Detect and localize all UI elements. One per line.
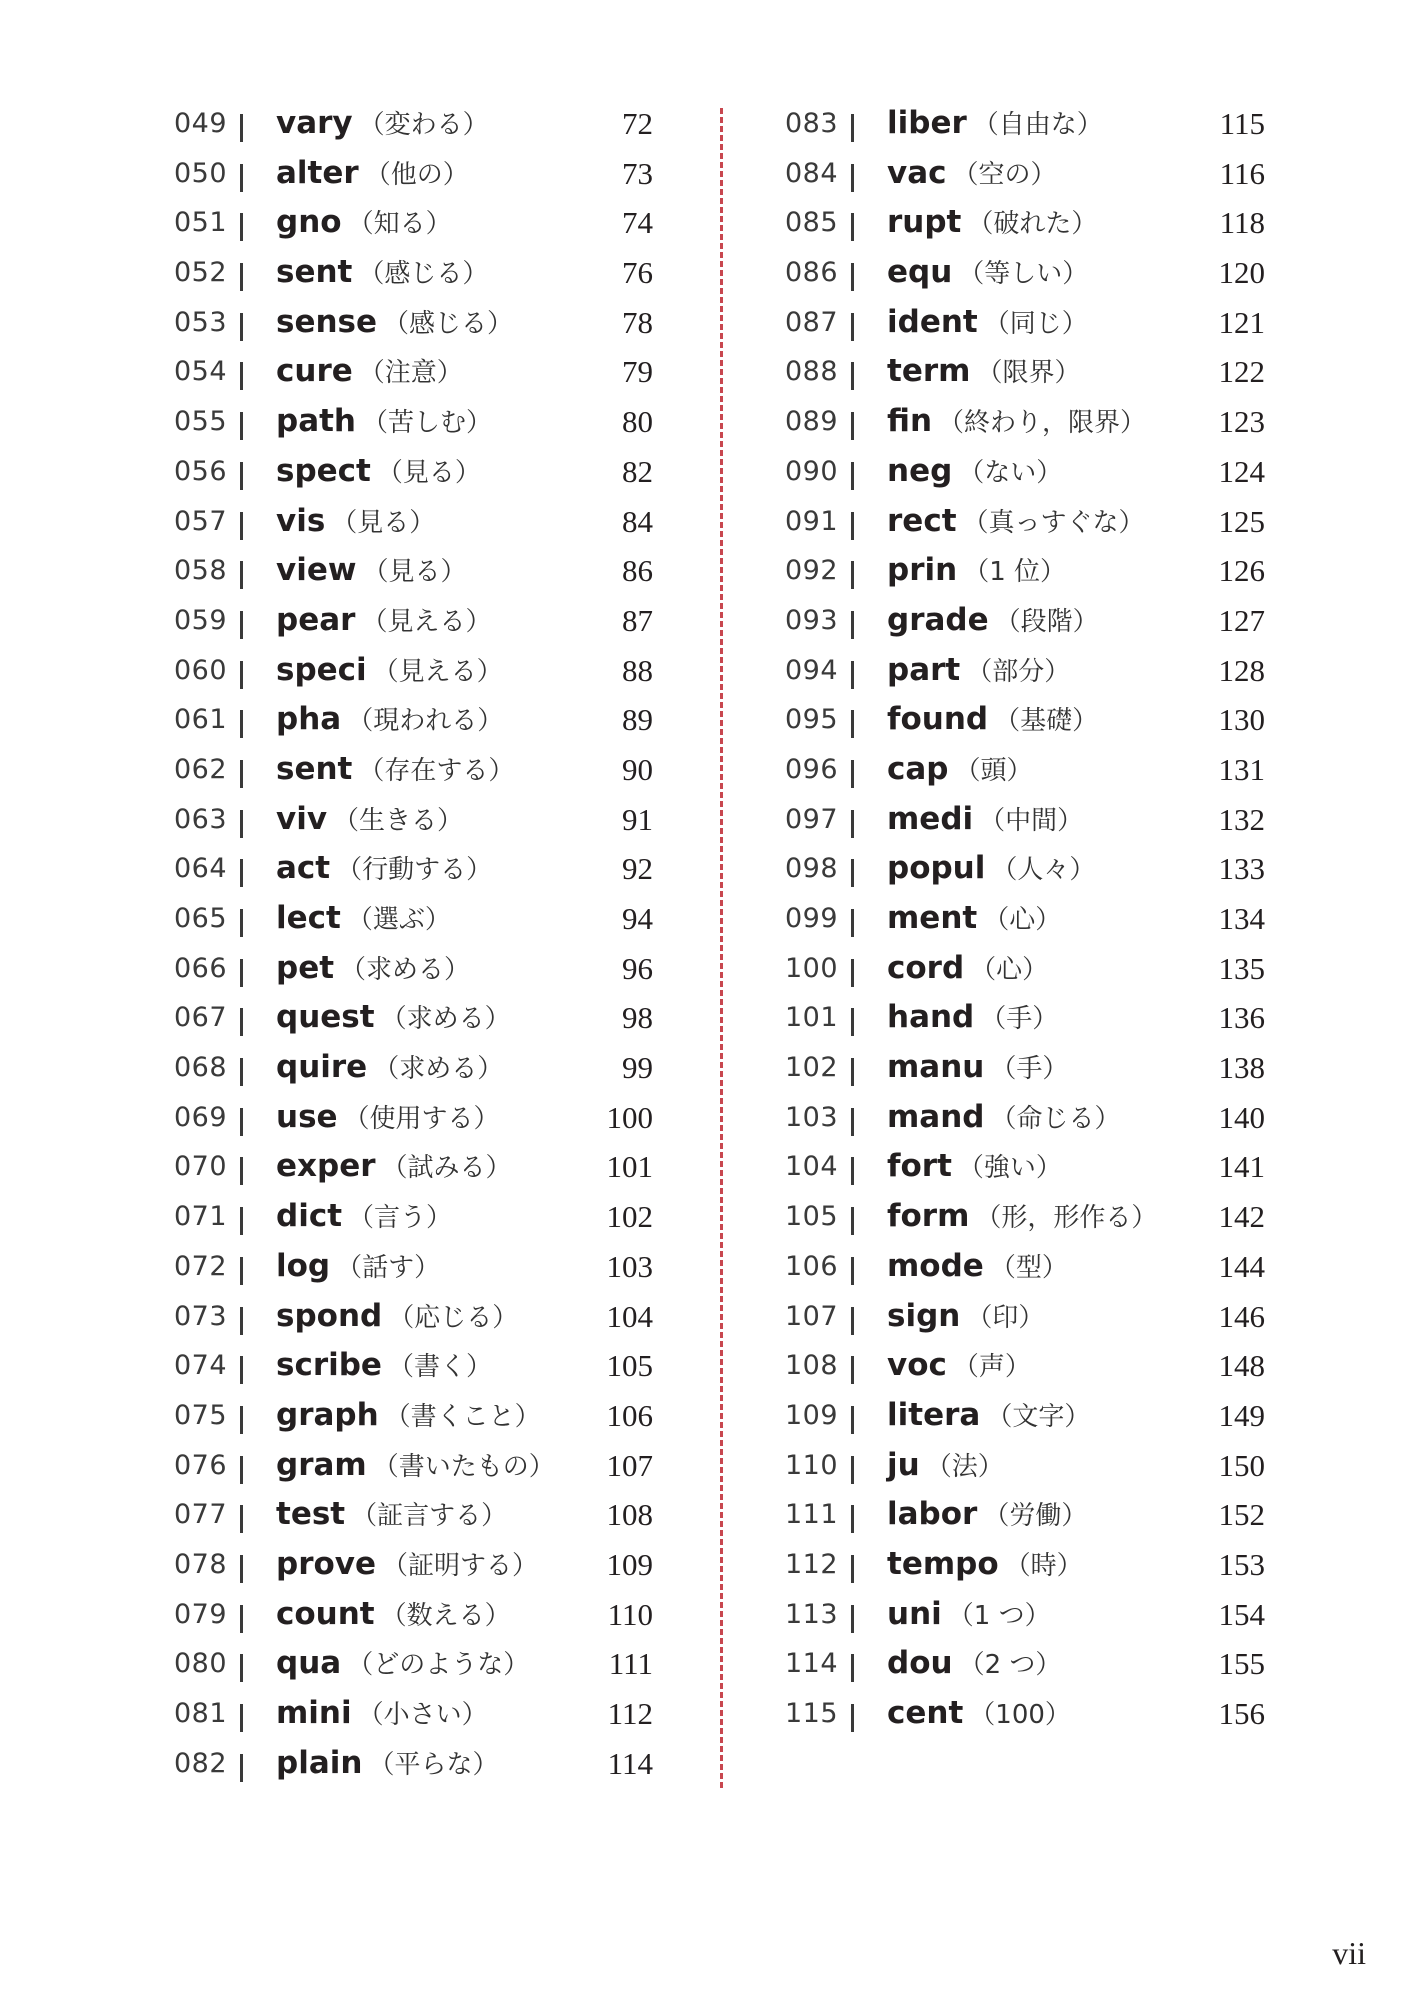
root-meaning: （人々） xyxy=(991,855,1096,886)
root-word: prin xyxy=(887,552,958,589)
root-meaning: （見る） xyxy=(376,457,481,488)
root-meaning: （時） xyxy=(1004,1550,1083,1581)
root-word: scribe xyxy=(276,1347,382,1384)
entry-number: 065 xyxy=(174,903,228,934)
root-meaning: （知る） xyxy=(347,209,452,240)
entry-page-number: 144 xyxy=(1218,1248,1265,1284)
entry-page-number: 150 xyxy=(1218,1447,1265,1483)
root-word: equ xyxy=(887,254,953,291)
root-word: part xyxy=(887,651,961,688)
entry-number: 097 xyxy=(785,803,839,835)
entry-number: 067 xyxy=(174,1002,228,1034)
entry-page-number: 114 xyxy=(607,1745,653,1781)
entry-page-number: 142 xyxy=(1218,1199,1265,1235)
entry-number: 083 xyxy=(785,108,839,139)
root-meaning: （限界） xyxy=(976,358,1081,389)
entry-number: 063 xyxy=(174,803,228,835)
root-word: voc xyxy=(887,1347,947,1384)
root-meaning: （命じる） xyxy=(990,1103,1121,1134)
entry-page-number: 125 xyxy=(1218,503,1265,539)
root-meaning: （話す） xyxy=(336,1252,441,1283)
root-meaning: （注意） xyxy=(358,358,463,389)
root-word: act xyxy=(276,850,331,887)
root-meaning: （形，形作る） xyxy=(975,1203,1158,1234)
root-word: viv xyxy=(276,800,328,837)
entry-number: 089 xyxy=(785,406,839,438)
entry-page-number: 141 xyxy=(1218,1149,1265,1185)
entry-number: 066 xyxy=(174,952,228,984)
entry-page-number: 80 xyxy=(622,404,653,440)
entry-page-number: 76 xyxy=(622,255,653,291)
entry-number: 104 xyxy=(785,1151,839,1183)
root-meaning: （同じ） xyxy=(983,308,1088,339)
entry-number: 053 xyxy=(174,306,228,338)
root-word: sign xyxy=(887,1297,961,1334)
entry-number: 058 xyxy=(174,555,228,587)
root-meaning: （型） xyxy=(989,1252,1068,1283)
entry-number: 062 xyxy=(174,753,228,785)
root-meaning: （真っすぐな） xyxy=(962,507,1145,538)
root-meaning: （自由な） xyxy=(972,110,1103,140)
root-word: dict xyxy=(276,1198,343,1235)
root-meaning: （他の） xyxy=(364,159,469,190)
entry-number: 051 xyxy=(174,207,228,239)
entry-page-number: 110 xyxy=(607,1596,653,1632)
entry-number: 103 xyxy=(785,1101,839,1133)
entry-page-number: 92 xyxy=(622,851,653,887)
root-word: mini xyxy=(276,1695,352,1731)
root-meaning: （手） xyxy=(990,1054,1069,1085)
entry-number: 087 xyxy=(785,306,839,338)
root-word: spect xyxy=(276,452,371,489)
root-word: ident xyxy=(887,303,978,340)
root-meaning: （基礎） xyxy=(994,706,1099,737)
entry-number: 054 xyxy=(174,356,228,388)
root-word: found xyxy=(887,701,989,738)
root-meaning: （空の） xyxy=(952,159,1057,190)
root-word: use xyxy=(276,1098,338,1135)
root-meaning: （法） xyxy=(925,1451,1004,1482)
root-meaning: （1 位） xyxy=(963,557,1066,588)
root-word: quire xyxy=(276,1049,368,1086)
entry-page-number: 136 xyxy=(1218,1000,1265,1036)
root-word: prove xyxy=(276,1545,377,1582)
entry-page-number: 90 xyxy=(622,751,653,787)
root-meaning: （言う） xyxy=(348,1203,453,1234)
entry-page-number: 135 xyxy=(1218,950,1265,986)
entry-number: 073 xyxy=(174,1300,228,1332)
root-meaning: （見る） xyxy=(331,507,436,538)
entry-page-number: 86 xyxy=(622,553,653,589)
root-meaning: （2 つ） xyxy=(958,1650,1062,1681)
root-meaning: （印） xyxy=(966,1302,1045,1333)
entry-page-number: 115 xyxy=(1219,106,1265,141)
entry-number: 081 xyxy=(174,1698,228,1729)
entry-page-number: 73 xyxy=(622,155,653,191)
entry-number: 064 xyxy=(174,853,228,885)
root-meaning: （使用する） xyxy=(343,1103,500,1134)
root-word: speci xyxy=(276,651,367,688)
entry-number: 099 xyxy=(785,903,839,934)
entry-page-number: 146 xyxy=(1218,1298,1265,1334)
root-word: lect xyxy=(276,900,341,936)
root-meaning: （1 つ） xyxy=(947,1600,1051,1631)
entry-page-number: 104 xyxy=(606,1298,653,1334)
root-word: fort xyxy=(887,1148,952,1185)
root-word: cord xyxy=(887,949,965,986)
entry-page-number: 78 xyxy=(622,304,653,340)
root-meaning: （労働） xyxy=(983,1501,1088,1532)
root-meaning: （変わる） xyxy=(358,110,489,140)
entry-number: 078 xyxy=(174,1548,228,1580)
entry-page-number: 153 xyxy=(1218,1546,1265,1582)
root-word: count xyxy=(276,1595,375,1632)
root-meaning: （書くこと） xyxy=(384,1401,541,1432)
root-word: cent xyxy=(887,1695,964,1731)
entry-page-number: 120 xyxy=(1218,255,1265,291)
entry-page-number: 134 xyxy=(1218,901,1265,936)
entry-page-number: 140 xyxy=(1218,1099,1265,1135)
root-word: form xyxy=(887,1198,970,1235)
entry-page-number: 100 xyxy=(606,1099,653,1135)
entry-page-number: 112 xyxy=(607,1696,653,1731)
entry-number: 079 xyxy=(174,1598,228,1630)
entry-number: 049 xyxy=(174,108,228,139)
entry-number: 085 xyxy=(785,207,839,239)
entry-number: 113 xyxy=(785,1598,839,1630)
root-word: path xyxy=(276,403,356,440)
entry-number: 061 xyxy=(174,704,228,736)
entry-page-number: 72 xyxy=(622,106,653,141)
root-meaning: （部分） xyxy=(966,656,1071,687)
root-word: exper xyxy=(276,1148,376,1185)
root-meaning: （声） xyxy=(952,1352,1031,1383)
root-meaning: （段階） xyxy=(994,606,1099,637)
entry-number: 071 xyxy=(174,1201,228,1233)
root-meaning: （試みる） xyxy=(381,1153,512,1184)
entry-number: 074 xyxy=(174,1350,228,1382)
root-word: rupt xyxy=(887,204,962,241)
entry-number: 075 xyxy=(174,1399,228,1431)
root-word: vary xyxy=(276,105,353,141)
entry-number: 076 xyxy=(174,1449,228,1481)
root-meaning: （証明する） xyxy=(382,1550,539,1581)
root-word: alter xyxy=(276,154,359,191)
page-folio: vii xyxy=(1332,1935,1366,1971)
entry-number: 077 xyxy=(174,1499,228,1531)
column-divider xyxy=(720,108,723,1788)
entry-page-number: 118 xyxy=(1219,205,1265,241)
entry-number: 108 xyxy=(785,1350,839,1382)
root-word: quest xyxy=(276,999,375,1036)
entry-page-number: 87 xyxy=(622,602,653,638)
entry-page-number: 152 xyxy=(1218,1497,1265,1533)
root-meaning: （破れた） xyxy=(967,209,1098,240)
entry-page-number: 156 xyxy=(1218,1696,1265,1731)
entry-page-number: 121 xyxy=(1218,304,1265,340)
entry-page-number: 106 xyxy=(606,1397,653,1433)
entry-number: 105 xyxy=(785,1201,839,1233)
entry-number: 057 xyxy=(174,505,228,537)
entry-number: 069 xyxy=(174,1101,228,1133)
root-word: log xyxy=(276,1247,331,1284)
entry-number: 084 xyxy=(785,157,839,189)
root-word: gram xyxy=(276,1446,367,1483)
root-meaning: （どのような） xyxy=(347,1650,530,1681)
entry-number: 068 xyxy=(174,1052,228,1084)
entry-page-number: 116 xyxy=(1219,155,1265,191)
root-meaning: （行動する） xyxy=(336,855,493,886)
root-word: dou xyxy=(887,1645,953,1682)
root-word: uni xyxy=(887,1595,942,1632)
entry-number: 052 xyxy=(174,257,228,289)
root-meaning: （心） xyxy=(983,905,1062,935)
root-word: pet xyxy=(276,949,335,986)
root-word: cure xyxy=(276,353,353,390)
root-meaning: （書く） xyxy=(387,1352,492,1383)
entry-page-number: 96 xyxy=(622,950,653,986)
root-word: popul xyxy=(887,850,986,887)
root-meaning: （感じる） xyxy=(383,308,514,339)
root-meaning: （見る） xyxy=(362,557,467,588)
root-meaning: （等しい） xyxy=(958,259,1089,290)
entry-page-number: 89 xyxy=(622,702,653,738)
root-word: view xyxy=(276,552,357,589)
entry-number: 101 xyxy=(785,1002,839,1034)
entry-number: 050 xyxy=(174,157,228,189)
entry-number: 100 xyxy=(785,952,839,984)
entry-number: 086 xyxy=(785,257,839,289)
entry-number: 115 xyxy=(785,1698,839,1729)
root-meaning: （求める） xyxy=(373,1054,504,1085)
root-meaning: （心） xyxy=(970,954,1049,985)
entry-number: 082 xyxy=(174,1747,228,1779)
root-word: rect xyxy=(887,502,957,539)
root-word: pear xyxy=(276,601,356,638)
entry-page-number: 149 xyxy=(1218,1397,1265,1433)
root-meaning: （現われる） xyxy=(347,706,504,737)
entry-page-number: 105 xyxy=(606,1348,653,1384)
root-word: tempo xyxy=(887,1545,999,1582)
root-meaning: （感じる） xyxy=(358,259,489,290)
entry-number: 093 xyxy=(785,604,839,636)
root-meaning: （書いたもの） xyxy=(372,1451,555,1482)
root-meaning: （選ぶ） xyxy=(346,905,451,935)
entry-number: 112 xyxy=(785,1548,839,1580)
entry-page-number: 131 xyxy=(1218,751,1265,787)
entry-page-number: 148 xyxy=(1218,1348,1265,1384)
root-word: mand xyxy=(887,1098,985,1135)
root-meaning: （生きる） xyxy=(333,805,464,836)
root-meaning: （苦しむ） xyxy=(362,408,493,439)
entry-number: 088 xyxy=(785,356,839,388)
root-meaning: （証言する） xyxy=(351,1501,508,1532)
entry-page-number: 132 xyxy=(1218,801,1265,837)
entry-page-number: 82 xyxy=(622,453,653,489)
entry-page-number: 102 xyxy=(606,1199,653,1235)
root-word: cap xyxy=(887,750,949,787)
root-meaning: （手） xyxy=(980,1004,1059,1035)
root-meaning: （ない） xyxy=(958,457,1063,488)
root-meaning: （平らな） xyxy=(368,1749,499,1780)
root-meaning: （数える） xyxy=(380,1600,511,1631)
entry-page-number: 124 xyxy=(1218,453,1265,489)
entry-page-number: 133 xyxy=(1218,851,1265,887)
root-meaning: （小さい） xyxy=(357,1700,488,1730)
root-word: sense xyxy=(276,303,378,340)
entry-number: 095 xyxy=(785,704,839,736)
root-word: medi xyxy=(887,800,974,837)
entry-page-number: 88 xyxy=(622,652,653,688)
root-word: ju xyxy=(887,1446,920,1483)
entry-number: 072 xyxy=(174,1250,228,1282)
root-meaning: （存在する） xyxy=(358,755,515,786)
entry-page-number: 84 xyxy=(622,503,653,539)
entry-page-number: 103 xyxy=(606,1248,653,1284)
root-word: graph xyxy=(276,1396,379,1433)
entry-number: 098 xyxy=(785,853,839,885)
root-word: plain xyxy=(276,1744,363,1781)
entry-page-number: 130 xyxy=(1218,702,1265,738)
entry-page-number: 99 xyxy=(622,1050,653,1086)
root-word: neg xyxy=(887,452,953,489)
root-word: vis xyxy=(276,502,326,539)
root-word: labor xyxy=(887,1496,978,1533)
entry-page-number: 155 xyxy=(1218,1646,1265,1682)
root-meaning: （応じる） xyxy=(388,1302,519,1333)
entry-number: 091 xyxy=(785,505,839,537)
entry-number: 110 xyxy=(785,1449,839,1481)
entry-page-number: 108 xyxy=(606,1497,653,1533)
root-word: manu xyxy=(887,1049,985,1086)
entry-number: 056 xyxy=(174,455,228,487)
entry-number: 109 xyxy=(785,1399,839,1431)
entry-page-number: 127 xyxy=(1218,602,1265,638)
root-word: sent xyxy=(276,750,353,787)
entry-page-number: 123 xyxy=(1218,404,1265,440)
entry-page-number: 138 xyxy=(1218,1050,1265,1086)
root-meaning: （頭） xyxy=(954,755,1033,786)
root-meaning: （100） xyxy=(969,1700,1071,1730)
entry-number: 114 xyxy=(785,1648,839,1680)
root-word: gno xyxy=(276,204,342,241)
root-meaning: （強い） xyxy=(957,1153,1062,1184)
entry-number: 094 xyxy=(785,654,839,686)
root-meaning: （見える） xyxy=(361,606,492,637)
entry-page-number: 94 xyxy=(622,901,653,936)
root-word: grade xyxy=(887,601,989,638)
entry-number: 090 xyxy=(785,455,839,487)
root-meaning: （求める） xyxy=(380,1004,511,1035)
root-word: fin xyxy=(887,403,933,440)
entry-number: 080 xyxy=(174,1648,228,1680)
entry-page-number: 109 xyxy=(606,1546,653,1582)
entry-number: 107 xyxy=(785,1300,839,1332)
entry-page-number: 91 xyxy=(622,801,653,837)
entry-number: 111 xyxy=(785,1499,839,1531)
entry-page-number: 111 xyxy=(608,1646,653,1682)
root-meaning: （中間） xyxy=(979,805,1084,836)
root-word: spond xyxy=(276,1297,383,1334)
root-word: litera xyxy=(887,1396,981,1433)
root-word: vac xyxy=(887,154,947,191)
entry-page-number: 79 xyxy=(622,354,653,390)
entry-number: 060 xyxy=(174,654,228,686)
root-word: liber xyxy=(887,105,967,141)
root-word: ment xyxy=(887,900,978,936)
root-meaning: （見える） xyxy=(372,656,503,687)
entry-number: 092 xyxy=(785,555,839,587)
root-word: sent xyxy=(276,254,353,291)
root-meaning: （求める） xyxy=(340,954,471,985)
entry-page-number: 128 xyxy=(1218,652,1265,688)
entry-number: 070 xyxy=(174,1151,228,1183)
root-meaning: （終わり，限界） xyxy=(938,408,1147,439)
root-meaning: （文字） xyxy=(986,1401,1091,1432)
entry-number: 096 xyxy=(785,753,839,785)
entry-page-number: 98 xyxy=(622,1000,653,1036)
entry-number: 059 xyxy=(174,604,228,636)
entry-page-number: 154 xyxy=(1218,1596,1265,1632)
entry-page-number: 74 xyxy=(622,205,653,241)
entry-number: 106 xyxy=(785,1250,839,1282)
root-word: term xyxy=(887,353,971,390)
entry-number: 055 xyxy=(174,406,228,438)
entry-page-number: 126 xyxy=(1218,553,1265,589)
entry-page-number: 101 xyxy=(606,1149,653,1185)
root-word: qua xyxy=(276,1645,342,1682)
root-word: test xyxy=(276,1496,346,1533)
root-word: mode xyxy=(887,1247,984,1284)
root-word: pha xyxy=(276,701,342,738)
entry-number: 102 xyxy=(785,1052,839,1084)
entry-page-number: 107 xyxy=(606,1447,653,1483)
entry-page-number: 122 xyxy=(1218,354,1265,390)
root-word: hand xyxy=(887,999,975,1036)
